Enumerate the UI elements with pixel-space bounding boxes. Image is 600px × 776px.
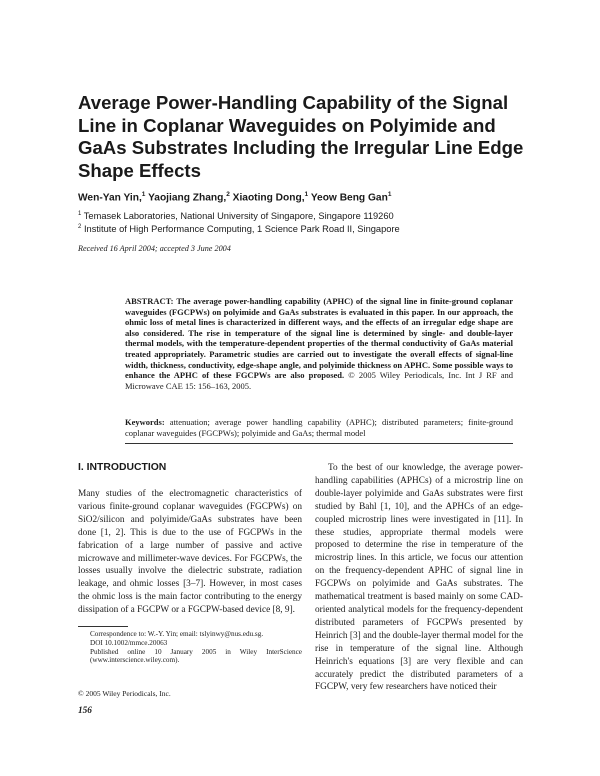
page-number: 156 (78, 706, 92, 716)
intro-paragraph-right: To the best of our knowledge, the average power-handling capabilities (APHCs) of a microstrip line on double-layer polyimide and GaAs substrates were first studied by Bahl [1, 10], and the APHCs of an edge-coupled microstrip lines were investigated in [11]. In these studies, appropriate thermal models were proposed to determine the rise in temperature of the microstrip lines. In this article, we focus our attention on the frequency-dependent APHC of signal line in FGCPWs on polyimide and GaAs substrates. The mathematical treatment is based mainly on some CAD-oriented analytical models for the frequency-dependent distributed parameters of FGCPWs presented by Heinrich [3] and the double-layer thermal model for the rise in temperature of the signal line. Although Heinrich's equations [3] are very flexible and can accurately predict the distributed parameters of a FGCPW, very few researchers have noticed their (315, 463, 523, 693)
abstract-text: The average power-handling capability (APHC) of the signal line in finite-ground coplanar waveguides (FGCPWs) on polyimide and GaAs substrates is evaluated in this paper. In our approach, the ohmic loss of metal lines is characterized in different ways, and the effects of an irregular edge shape are also considered. The rise in temperature of the signal line is determined by single- and double-layer thermal models, with the temperature-dependent properties of the thermal conductivity of GaAs material treated appropriately. Parametric studies are carried out to investigate the overall effects of signal-line width, thickness, conductivity, edge-shape angle, and polyimide thickness on APHC. Some possible ways to enhance the APHC of these FGCPWs are also proposed. (125, 296, 514, 381)
affiliation-number: 1 (78, 211, 82, 217)
author-name: Xiaoting Dong, (232, 192, 305, 204)
keywords-label: Keywords: (125, 417, 165, 427)
abstract-copyright: © 2005 Wiley Periodicals, Inc. Int J RF and Microwave CAE 15: 156–163, 2005. (125, 370, 514, 391)
author-name: Yeow Beng Gan (310, 192, 388, 204)
abstract-divider (125, 443, 513, 444)
footnote-doi: DOI 10.1002/mmce.20063 (90, 638, 168, 647)
author-list (78, 191, 548, 203)
page-copyright: © 2005 Wiley Periodicals, Inc. (78, 689, 171, 698)
author-affiliation-mark: 1 (304, 191, 309, 198)
section-heading: I. INTRODUCTION (78, 462, 167, 473)
author-name: Wen-Yan Yin, (78, 192, 142, 204)
abstract-label: ABSTRACT: (125, 296, 174, 306)
article-title: Average Power-Handling Capability of the Signal Line in Coplanar Waveguides on Polyimide and GaAs Substrates Including the Irregular Line Edge Shape Effects (78, 92, 524, 181)
footnote-divider (78, 626, 128, 627)
author-affiliation-mark: 1 (141, 191, 146, 198)
intro-paragraph-left: Many studies of the electromagnetic characteristics of various finite-ground coplanar waveguides (FGCPWs) on SiO2/silicon and polyimide/GaAs substrates have been done [1, 2]. This is due to the use of FGCPWs in the fabrication of a large number of passive and active microwave and millimeter-wave devices. For FGCPWs, the losses usually involve the dielectric substrate, radiation leakage, and ohmic losses [3–7]. However, in most cases the ohmic loss is the main factor contributing to the energy dissipation of a FGCPW or a FGCPW-based device [8, 9]. (78, 489, 302, 616)
author-affiliation-mark: 1 (387, 191, 392, 198)
affiliation-text: Institute of High Performance Computing, 1 Science Park Road II, Singapore (83, 224, 400, 235)
footnote-correspondence: Correspondence to: W.-Y. Yin; email: tslyinwy@nus.edu.sg. (90, 630, 264, 638)
affiliation-text: Temasek Laboratories, National University of Singapore, Singapore 119260 (83, 211, 394, 222)
author-affiliation-mark: 2 (226, 191, 230, 198)
footnote-published: Published online 10 January 2005 in Wiley InterScience (www.interscience.wiley.com). (90, 647, 302, 665)
affiliation (78, 224, 400, 234)
affiliation-number: 2 (78, 224, 82, 230)
abstract (125, 296, 513, 391)
author-name: Yaojiang Zhang, (148, 192, 227, 204)
keywords (125, 417, 513, 438)
received-dates: Received 16 April 2004; accepted 3 June 2004 (78, 244, 231, 253)
footnote (90, 630, 302, 665)
affiliation (78, 211, 394, 221)
keywords-text: attenuation; average power handling capability (APHC); distributed parameters; finite-ground coplanar waveguides (FGCPWs); polyimide and GaAs; thermal model (125, 417, 514, 438)
